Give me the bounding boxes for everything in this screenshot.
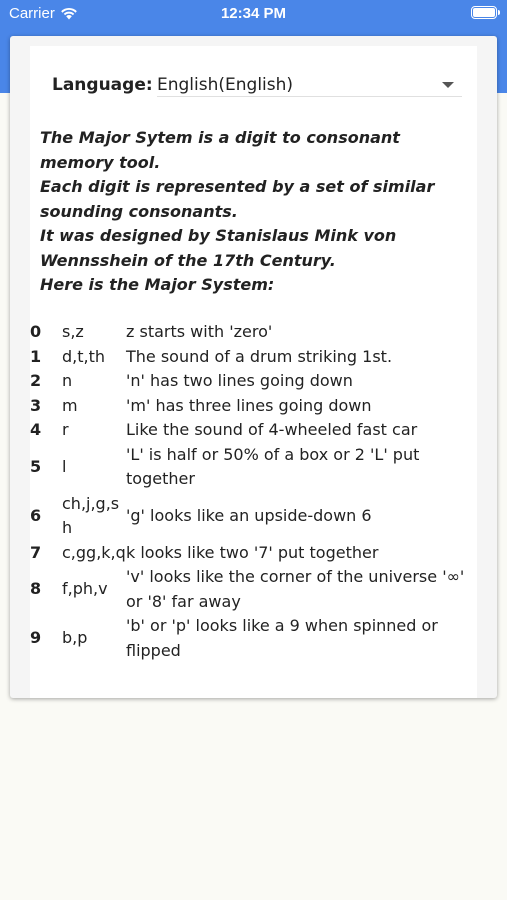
- intro-line: The Major Sytem is a digit to consonant memory tool.: [40, 128, 400, 172]
- digit-cell: 5: [30, 456, 42, 476]
- mnemonic-cell: Like the sound of 4-wheeled fast car: [126, 420, 418, 439]
- language-label: Language:: [52, 75, 153, 95]
- consonants-cell: d,t,th: [62, 346, 106, 366]
- digit-cell: 9: [30, 628, 42, 648]
- digit-cell: 8: [30, 579, 42, 599]
- intro-line: Here is the Major System:: [40, 275, 275, 294]
- consonants-cell: s,z: [62, 322, 84, 341]
- content-panel: [30, 46, 477, 698]
- major-system-table: [30, 320, 477, 663]
- digit-cell: 1: [30, 346, 42, 366]
- table-row: [30, 394, 477, 419]
- table-row: [30, 541, 477, 566]
- content-card: [10, 36, 497, 698]
- table-row: [30, 320, 477, 345]
- language-dropdown[interactable]: [157, 62, 462, 97]
- mnemonic-cell: 'L' is half or 50% of a box or 2 'L' put together: [126, 444, 420, 488]
- table-row: [30, 614, 477, 663]
- dropdown-caret-icon: [442, 82, 454, 88]
- intro-text: [40, 126, 470, 298]
- mnemonic-cell: 'n' has two lines going down: [126, 371, 353, 390]
- table-row: [30, 443, 477, 492]
- clock: 12:34 PM: [220, 5, 287, 22]
- intro-line: It was designed by Stanislaus Mink von Wennsshein of the 17th Century.: [40, 226, 397, 270]
- intro-line: Each digit is represented by a set of similar sounding consonants.: [40, 177, 435, 221]
- table-row: [30, 492, 477, 541]
- battery-icon: [471, 6, 497, 19]
- mnemonic-cell: z starts with 'zero': [126, 322, 273, 341]
- mnemonic-cell: The sound of a drum striking 1st.: [126, 346, 393, 366]
- digit-cell: 3: [30, 395, 42, 415]
- mnemonic-cell: k looks like two '7' put together: [126, 542, 379, 562]
- mnemonic-cell: 'b' or 'p' looks like a 9 when spinned or flipped: [126, 616, 438, 660]
- consonants-cell: ch,j,g,sh: [62, 493, 120, 537]
- table-row: [30, 418, 477, 443]
- digit-cell: 4: [30, 420, 42, 439]
- consonants-cell: l: [62, 456, 67, 476]
- table-row: [30, 369, 477, 394]
- table-row: [30, 565, 477, 614]
- mnemonic-cell: 'g' looks like an upside-down 6: [126, 505, 372, 525]
- carrier-label: Carrier: [9, 5, 55, 22]
- digit-cell: 6: [30, 505, 42, 525]
- consonants-cell: m: [62, 395, 78, 415]
- digit-cell: 0: [30, 322, 42, 341]
- language-selector-row: [52, 62, 462, 96]
- digit-cell: 2: [30, 371, 42, 390]
- consonants-cell: n: [62, 371, 73, 390]
- mnemonic-cell: 'm' has three lines going down: [126, 395, 372, 415]
- consonants-cell: c,gg,k,q: [62, 542, 126, 562]
- mnemonic-cell: 'v' looks like the corner of the universe '∞' or '8' far away: [126, 567, 465, 611]
- consonants-cell: r: [62, 420, 69, 439]
- digit-cell: 7: [30, 542, 42, 562]
- status-bar: [0, 0, 507, 28]
- table-row: [30, 345, 477, 370]
- language-selected-value: English(English): [157, 75, 294, 95]
- consonants-cell: f,ph,v: [62, 579, 108, 599]
- consonants-cell: b,p: [62, 628, 88, 648]
